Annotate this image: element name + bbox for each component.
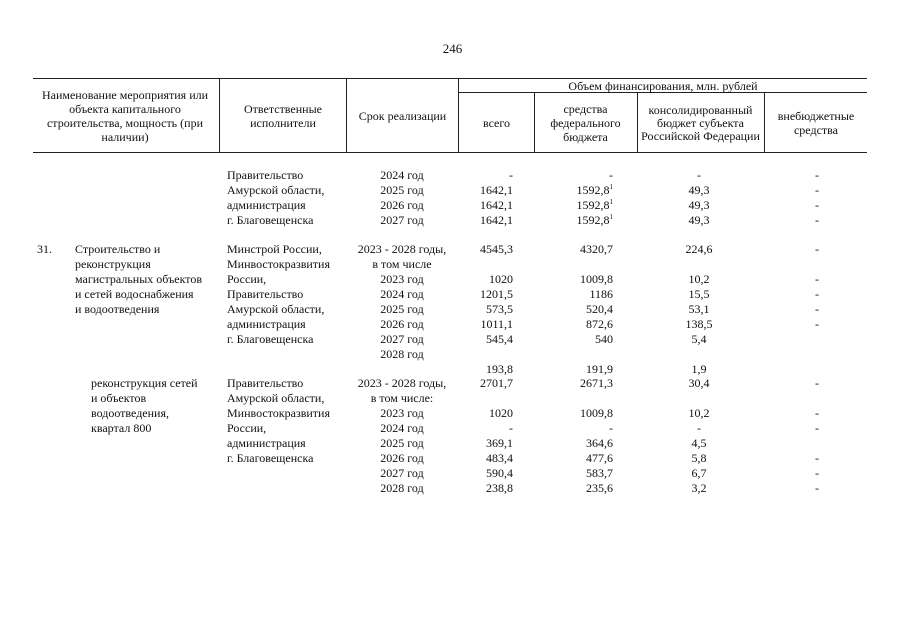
federal-cell [595, 332, 613, 347]
executor-line: г. Благовещенска [227, 213, 314, 227]
extra-cell: - [815, 406, 819, 420]
extra-cell: - [815, 242, 819, 256]
executor-line: администрация [227, 436, 306, 450]
extra-cell: - [815, 376, 819, 390]
federal-cell [586, 362, 613, 377]
item-name-line: водоотведения, [91, 406, 169, 420]
regional-cell: 4,5 [691, 436, 707, 450]
executor-line: России, [227, 272, 267, 286]
regional-cell: 138,5 [685, 317, 713, 331]
executor-line: Минвостокразвития [227, 406, 330, 420]
federal-value: - [609, 421, 613, 435]
total-cell: 2701,7 [480, 376, 513, 390]
regional-cell: 49,3 [688, 183, 710, 197]
regional-cell: 3,2 [691, 481, 707, 495]
total-cell: 545,4 [486, 332, 513, 346]
header-total: всего [482, 116, 511, 130]
federal-cell [586, 302, 613, 317]
total-cell: 1020 [489, 272, 513, 286]
period-cell: 2023 год [380, 272, 424, 286]
regional-cell: 224,6 [685, 242, 713, 256]
total-cell: 193,8 [486, 362, 513, 376]
federal-cell [586, 451, 613, 466]
federal-cell [580, 376, 613, 391]
executor-line: Минстрой России, [227, 242, 322, 256]
period-cell: 2023 - 2028 годы, [357, 242, 447, 256]
period-cell: 2024 год [380, 287, 424, 301]
period-cell: 2027 год [380, 213, 424, 227]
total-cell: 1020 [489, 406, 513, 420]
period-cell: 2026 год [380, 317, 424, 331]
item-name-line: и водоотведения [75, 302, 160, 316]
total-cell: 369,1 [486, 436, 513, 450]
extra-cell: - [815, 317, 819, 331]
federal-cell [580, 406, 613, 421]
period-cell: 2025 год [380, 302, 424, 316]
total-cell: 1642,1 [480, 198, 513, 212]
period-cell: 2024 год [380, 168, 424, 182]
federal-value: 520,4 [586, 302, 613, 316]
period-cell: 2024 год [380, 421, 424, 435]
executor-line: Амурской области, [227, 391, 325, 405]
federal-cell [577, 198, 614, 213]
federal-cell [586, 317, 613, 332]
regional-cell: 49,3 [688, 213, 710, 227]
item-number: 31. [37, 242, 52, 256]
federal-cell [586, 466, 613, 481]
regional-cell: - [697, 421, 701, 435]
period-cell: 2028 год [380, 481, 424, 495]
executor-line: Правительство [227, 168, 304, 182]
extra-cell: - [815, 451, 819, 465]
header-extra: внебюджетные средства [777, 109, 855, 137]
period-cell: 2026 год [380, 198, 424, 212]
total-cell: 1642,1 [480, 213, 513, 227]
executor-line: г. Благовещенска [227, 332, 314, 346]
executor-line: г. Благовещенска [227, 451, 314, 465]
extra-cell: - [815, 168, 819, 182]
regional-cell: 53,1 [688, 302, 710, 316]
federal-cell [586, 481, 613, 496]
executor-line: Амурской области, [227, 183, 325, 197]
period-cell: 2025 год [380, 436, 424, 450]
federal-value: 1009,8 [580, 272, 613, 286]
header-executors: Ответственные исполнители [244, 101, 322, 130]
regional-cell: 15,5 [688, 287, 710, 301]
regional-cell: - [697, 168, 701, 182]
federal-value: 2671,3 [580, 376, 613, 390]
regional-cell: 6,7 [691, 466, 707, 480]
regional-cell: 1,9 [691, 362, 707, 376]
total-cell: 1642,1 [480, 183, 513, 197]
extra-cell: - [815, 183, 819, 197]
total-cell: 483,4 [486, 451, 513, 465]
executor-line: Амурской области, [227, 302, 325, 316]
page-number: 246 [442, 41, 463, 56]
extra-cell: - [815, 481, 819, 495]
footnote-marker: 1 [609, 183, 613, 191]
extra-cell: - [815, 213, 819, 227]
extra-cell: - [815, 287, 819, 301]
federal-value: 1592,8 [576, 198, 610, 212]
federal-value: 1592,8 [576, 213, 610, 227]
regional-cell: 10,2 [688, 406, 710, 420]
total-cell: - [509, 421, 513, 435]
total-cell: 4545,3 [480, 242, 513, 256]
federal-value: 872,6 [586, 317, 613, 331]
federal-cell [586, 436, 613, 451]
federal-cell [577, 213, 614, 228]
period-cell: 2026 год [380, 451, 424, 465]
item-name-line: магистральных объектов [75, 272, 203, 286]
executor-line: Правительство [227, 376, 304, 390]
period-cell: 2025 год [380, 183, 424, 197]
header-period: Срок реализации [358, 108, 447, 123]
federal-value: 235,6 [586, 481, 613, 495]
header-federal: средства федерального бюджета [550, 102, 621, 144]
header-funding-group: Объем финансирования, млн. рублей [568, 78, 758, 93]
period-cell: 2023 год [380, 406, 424, 420]
federal-value: 583,7 [586, 466, 613, 480]
extra-cell: - [815, 421, 819, 435]
federal-cell [580, 272, 613, 287]
executor-line: администрация [227, 317, 306, 331]
regional-cell: 10,2 [688, 272, 710, 286]
footnote-marker: 1 [609, 198, 613, 206]
total-cell: 1201,5 [480, 287, 513, 301]
period-cell: в том числе: [370, 391, 434, 405]
federal-value: 1009,8 [580, 406, 613, 420]
regional-cell: 5,4 [691, 332, 707, 346]
federal-value: 477,6 [586, 451, 613, 465]
federal-value: 540 [595, 332, 613, 346]
executor-line: Минвостокразвития [227, 257, 330, 271]
federal-value: - [609, 168, 613, 182]
total-cell: 590,4 [486, 466, 513, 480]
federal-value: 191,9 [586, 362, 613, 376]
period-cell: 2027 год [380, 466, 424, 480]
item-name-line: реконструкция сетей [91, 376, 198, 390]
regional-cell: 5,8 [691, 451, 707, 465]
total-cell: 1011,1 [480, 317, 513, 331]
total-cell: 238,8 [486, 481, 513, 495]
executor-line: России, [227, 421, 267, 435]
federal-cell [589, 287, 613, 302]
federal-cell [577, 183, 614, 198]
extra-cell: - [815, 466, 819, 480]
header-regional: консолидированный бюджет субъекта Российской Федерации [641, 102, 760, 143]
federal-value: 4320,7 [580, 242, 613, 256]
federal-value: 1592,8 [576, 183, 610, 197]
regional-cell: 30,4 [688, 376, 710, 390]
item-name-line: Строительство и [75, 242, 161, 256]
header-name: Наименование мероприятия или объекта капитального строительства, мощность (при наличии) [41, 87, 209, 144]
footnote-marker: 1 [609, 213, 613, 221]
federal-value: 1186 [589, 287, 613, 301]
executor-line: Правительство [227, 287, 304, 301]
federal-cell [580, 242, 613, 257]
executor-line: администрация [227, 198, 306, 212]
period-cell: в том числе [372, 257, 432, 271]
period-cell: 2028 год [380, 347, 424, 361]
regional-cell: 49,3 [688, 198, 710, 212]
item-name-line: и объектов [91, 391, 147, 405]
header-divider [346, 79, 347, 152]
item-name-line: и сетей водоснабжения [75, 287, 194, 301]
header-divider [219, 79, 220, 152]
item-name-line: квартал 800 [91, 421, 152, 435]
period-cell: 2027 год [380, 332, 424, 346]
total-cell: - [509, 168, 513, 182]
extra-cell: - [815, 198, 819, 212]
item-name-line: реконструкция [75, 257, 151, 271]
extra-cell: - [815, 302, 819, 316]
federal-cell [609, 421, 613, 436]
total-cell: 573,5 [486, 302, 513, 316]
federal-value: 364,6 [586, 436, 613, 450]
extra-cell: - [815, 272, 819, 286]
federal-cell [609, 168, 613, 183]
period-cell: 2023 - 2028 годы, [357, 376, 447, 390]
